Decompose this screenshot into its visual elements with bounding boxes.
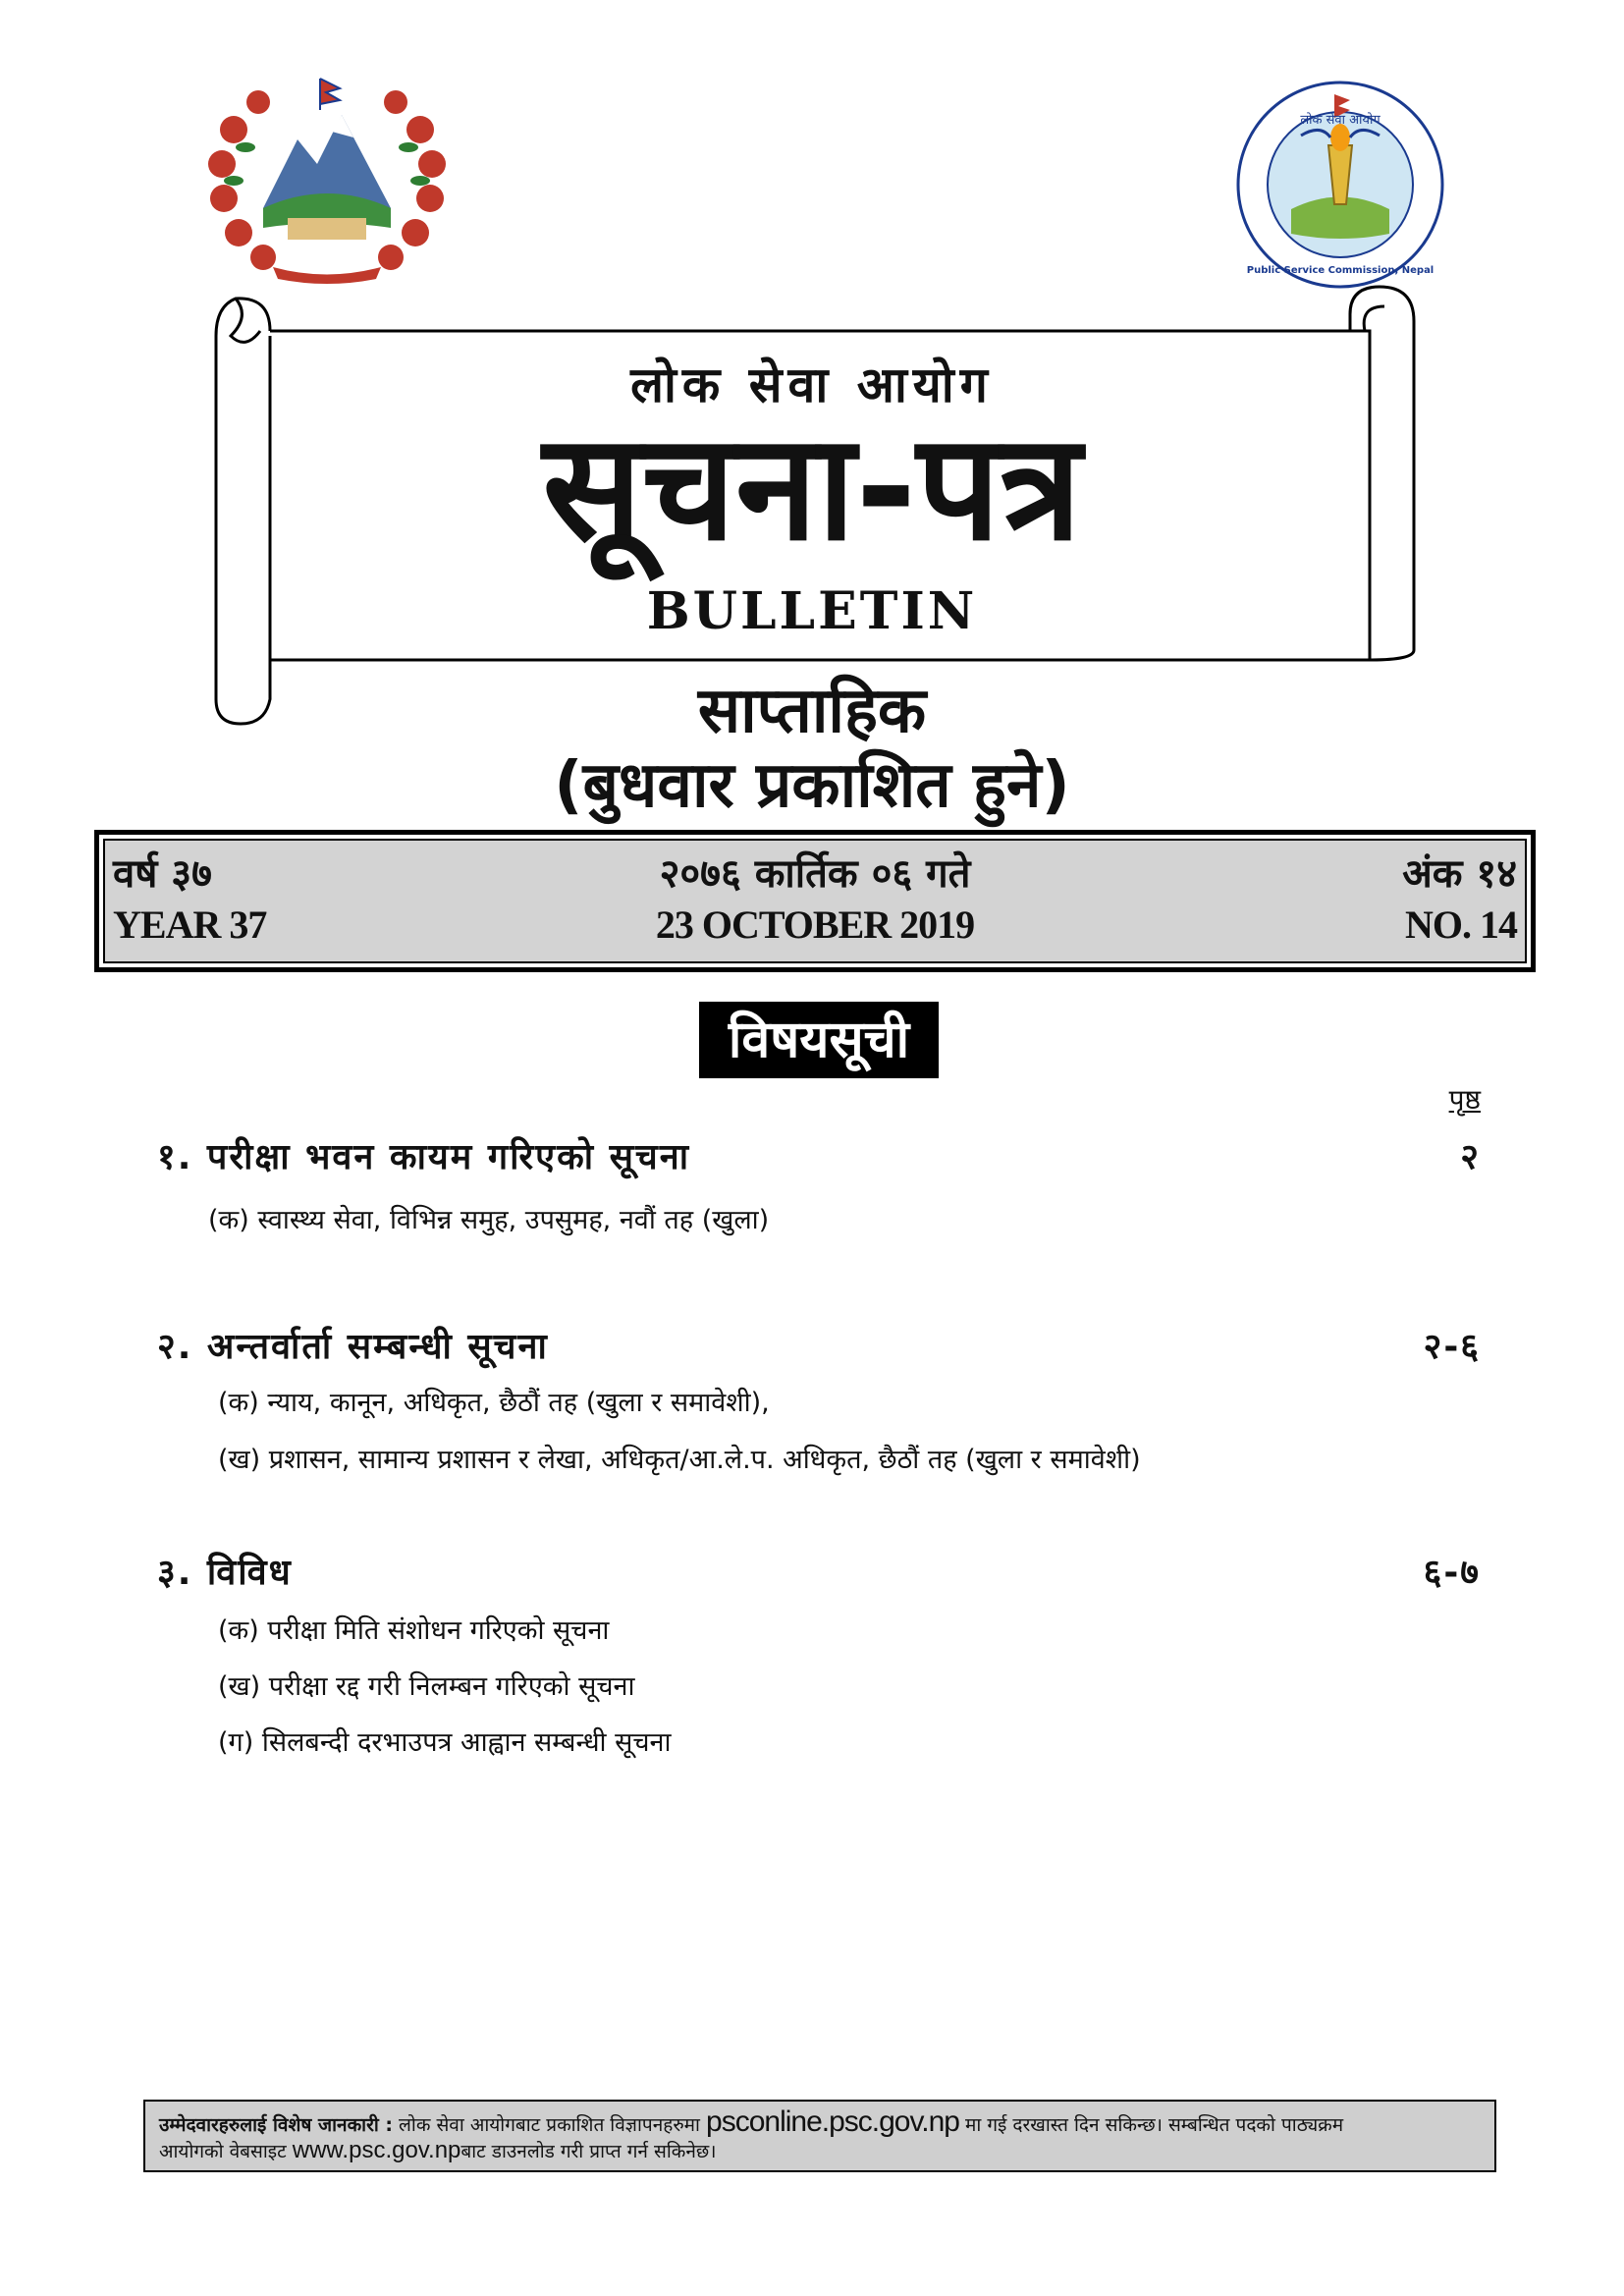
organization-name: लोक सेवा आयोग [630, 356, 994, 413]
contents-heading: विषयसूची [699, 1002, 939, 1078]
toc-item: (ग) सिलबन्दी दरभाउपत्र आह्वान सम्बन्धी सूचना [218, 1727, 672, 1758]
toc-item: (ख) प्रशासन, सामान्य प्रशासन र लेखा, अधिकृत/आ.ले.प. अधिकृत, छैठौं तह (खुला र समावेशी) [218, 1445, 1141, 1475]
notice-text: बाट डाउनलोड गरी प्राप्त गर्न सकिनेछ। [460, 2141, 717, 2162]
date-en: 23 OCTOBER 2019 [655, 902, 975, 947]
toc-item: (ख) परीक्षा रद्द गरी निलम्बन गरिएको सूचना [218, 1671, 635, 1702]
candidate-notice-box [143, 2100, 1496, 2172]
published-day-label: (बुधवार प्रकाशित हुने) [554, 749, 1070, 822]
seal-text-top: लोक सेवा आयोग [1300, 113, 1380, 128]
online-application-link[interactable]: psconline.psc.gov.np [706, 2105, 959, 2138]
notice-text: लोक सेवा आयोगबाट प्रकाशित विज्ञापनहरुमा [399, 2114, 700, 2136]
toc-section-page: २ [1460, 1137, 1481, 1177]
seal-text-bottom: Public Service Commission, Nepal [1246, 265, 1435, 276]
number-en: NO. 14 [1405, 902, 1517, 947]
notice-text: आयोगको वेबसाइट [159, 2141, 287, 2162]
year-en: YEAR 37 [113, 902, 267, 947]
frequency-label: साप्ताहिक [697, 675, 927, 747]
issue-info-box [94, 830, 1536, 972]
year-np: वर्ष ३७ [113, 851, 212, 897]
notice-label: उम्मेदवारहरुलाई विशेष जानकारी : [159, 2114, 393, 2136]
nepal-coat-of-arms-emblem [194, 71, 460, 287]
toc-section-title: १. परीक्षा भवन कायम गरिएको सूचना [157, 1137, 691, 1177]
toc-section-page: २-६ [1423, 1327, 1481, 1367]
website-link[interactable]: www.psc.gov.np [292, 2137, 461, 2163]
toc-section-title: २. अन्तर्वार्ता सम्बन्धी सूचना [157, 1327, 549, 1367]
date-np: २०७६ कार्तिक ०६ गते [659, 851, 971, 897]
public-service-commission-seal-emblem [1232, 77, 1448, 293]
toc-item: (क) स्वास्थ्य सेवा, विभिन्न समुह, उपसुमह, नवौं तह (खुला) [208, 1205, 770, 1235]
toc-item: (क) परीक्षा मिति संशोधन गरिएको सूचना [218, 1615, 610, 1646]
page-column-header: पृष्ठ [1448, 1083, 1481, 1116]
toc-section-page: ६-७ [1423, 1553, 1481, 1593]
toc-section-title: ३. विविध [157, 1553, 293, 1593]
bulletin-label: BULLETIN [646, 581, 978, 641]
bulletin-title: सूचना-पत्र [542, 403, 1082, 574]
number-np: अंक १४ [1402, 851, 1517, 897]
toc-item: (क) न्याय, कानून, अधिकृत, छैठौं तह (खुला र समावेशी), [218, 1388, 770, 1418]
notice-text: मा गई दरखास्त दिन सकिन्छ। सम्बन्धित पदको पाठ्यक्रम [965, 2114, 1344, 2136]
